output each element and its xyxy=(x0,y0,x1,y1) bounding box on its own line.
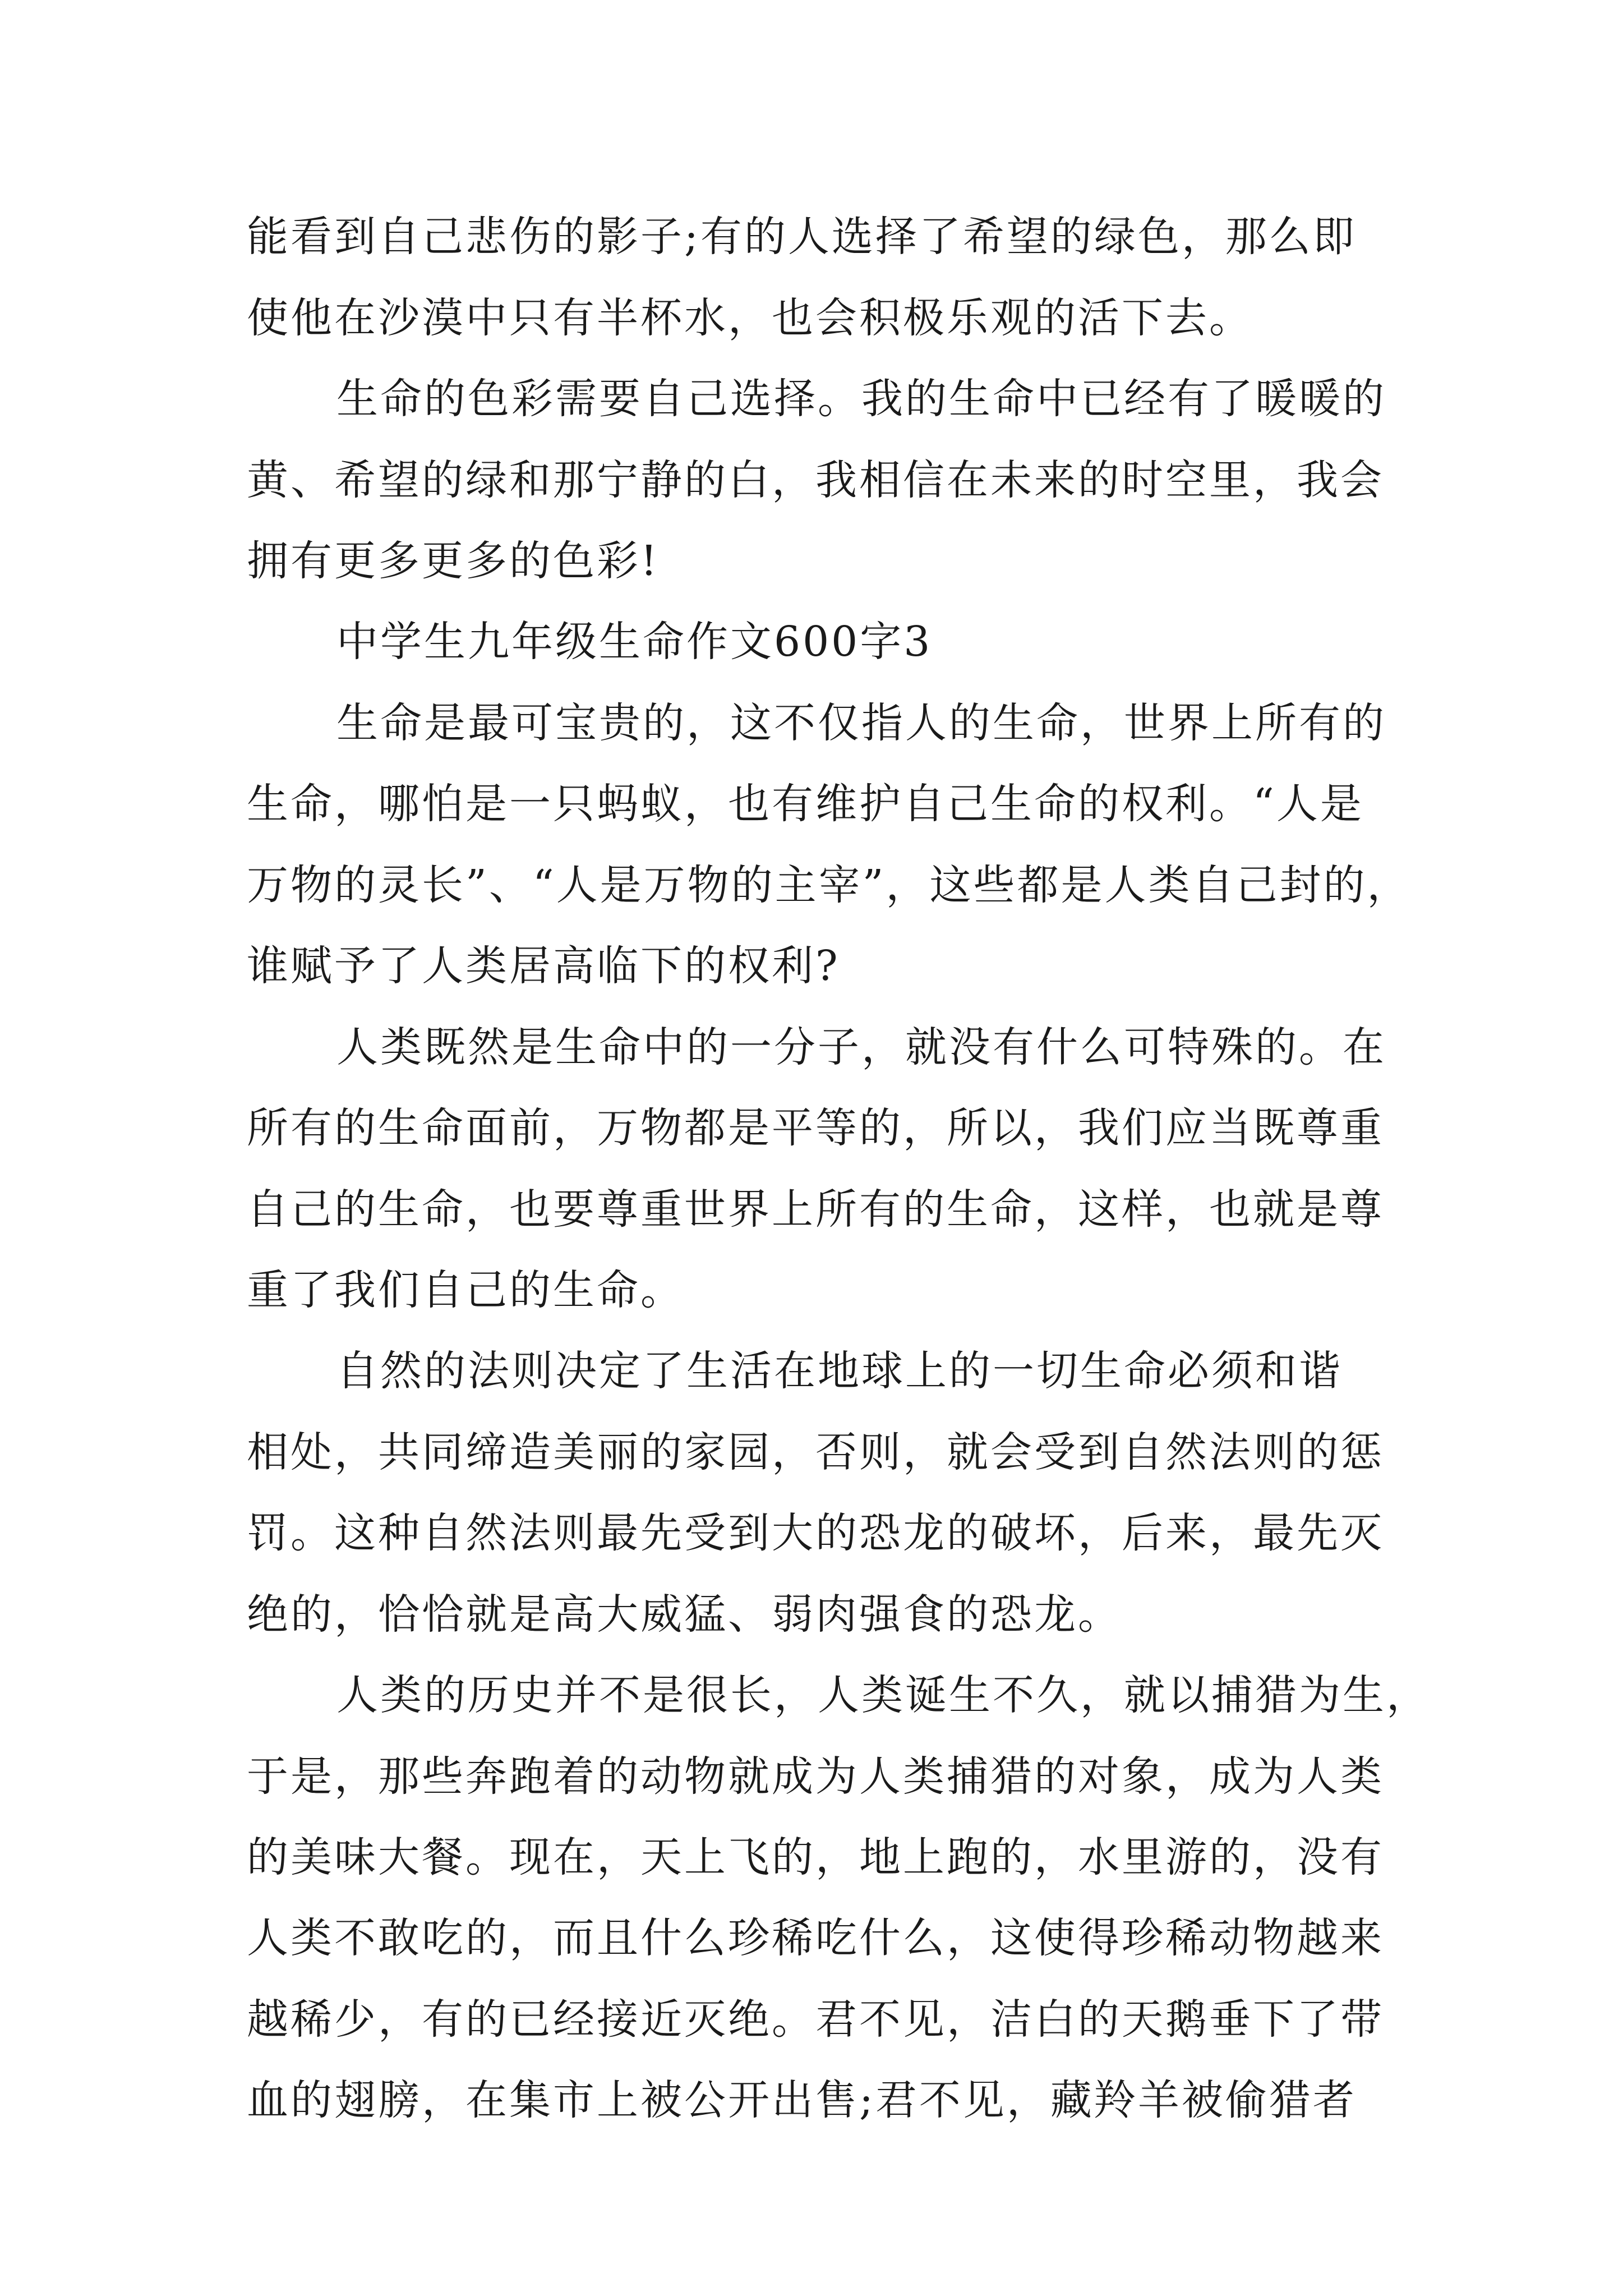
paragraph-4-line-3: 自己的生命，也要尊重世界上所有的生命，这样，也就是尊 xyxy=(247,1185,1384,1234)
paragraph-5-line-2: 相处，共同缔造美丽的家园，否则，就会受到自然法则的惩 xyxy=(247,1428,1384,1476)
paragraph-2-line-3: 拥有更多更多的色彩! xyxy=(247,537,660,585)
paragraph-3-line-4: 谁赋予了人类居高临下的权利? xyxy=(247,942,840,990)
paragraph-6-line-4: 人类不敢吃的，而且什么珍稀吃什么，这使得珍稀动物越来 xyxy=(247,1914,1384,1962)
paragraph-3-line-2: 生命，哪怕是一只蚂蚁，也有维护自己生命的权利。“人是 xyxy=(247,780,1364,828)
paragraph-4-line-4: 重了我们自己的生命。 xyxy=(247,1266,684,1314)
paragraph-1-line-2: 使他在沙漠中只有半杯水，也会积极乐观的活下去。 xyxy=(247,294,1253,342)
paragraph-5-line-3: 罚。这种自然法则最先受到大的恐龙的破坏，后来，最先灭 xyxy=(247,1509,1384,1557)
paragraph-2-line-1: 生命的色彩需要自己选择。我的生命中已经有了暖暖的 xyxy=(336,375,1386,423)
paragraph-4-line-2: 所有的生命面前，万物都是平等的，所以，我们应当既尊重 xyxy=(247,1104,1384,1152)
paragraph-6-line-1: 人类的历史并不是很长，人类诞生不久，就以捕猎为生， xyxy=(336,1671,1430,1719)
paragraph-3-line-1: 生命是最可宝贵的，这不仅指人的生命，世界上所有的 xyxy=(336,699,1386,747)
paragraph-2-line-2: 黄、希望的绿和那宁静的白，我相信在未来的时空里，我会 xyxy=(247,456,1384,504)
paragraph-4-line-1: 人类既然是生命中的一分子，就没有什么可特殊的。在 xyxy=(336,1023,1386,1071)
section-heading: 中学生九年级生命作文600字3 xyxy=(336,618,933,666)
paragraph-6-line-2: 于是，那些奔跑着的动物就成为人类捕猎的对象，成为人类 xyxy=(247,1752,1384,1801)
paragraph-6-line-3: 的美味大餐。现在，天上飞的，地上跑的，水里游的，没有 xyxy=(247,1833,1384,1881)
paragraph-6-line-5: 越稀少，有的已经接近灭绝。君不见，洁白的天鹅垂下了带 xyxy=(247,1995,1384,2044)
paragraph-6-line-6: 血的翅膀，在集市上被公开出售;君不见，藏羚羊被偷猎者 xyxy=(247,2076,1357,2124)
paragraph-5-line-1: 自然的法则决定了生活在地球上的一切生命必须和谐 xyxy=(336,1347,1343,1395)
paragraph-3-line-3: 万物的灵长”、“人是万物的主宰”，这些都是人类自己封的， xyxy=(247,861,1411,909)
paragraph-1-line-1: 能看到自己悲伤的影子;有的人选择了希望的绿色，那么即 xyxy=(247,213,1357,261)
paragraph-5-line-4: 绝的，恰恰就是高大威猛、弱肉强食的恐龙。 xyxy=(247,1590,1122,1639)
